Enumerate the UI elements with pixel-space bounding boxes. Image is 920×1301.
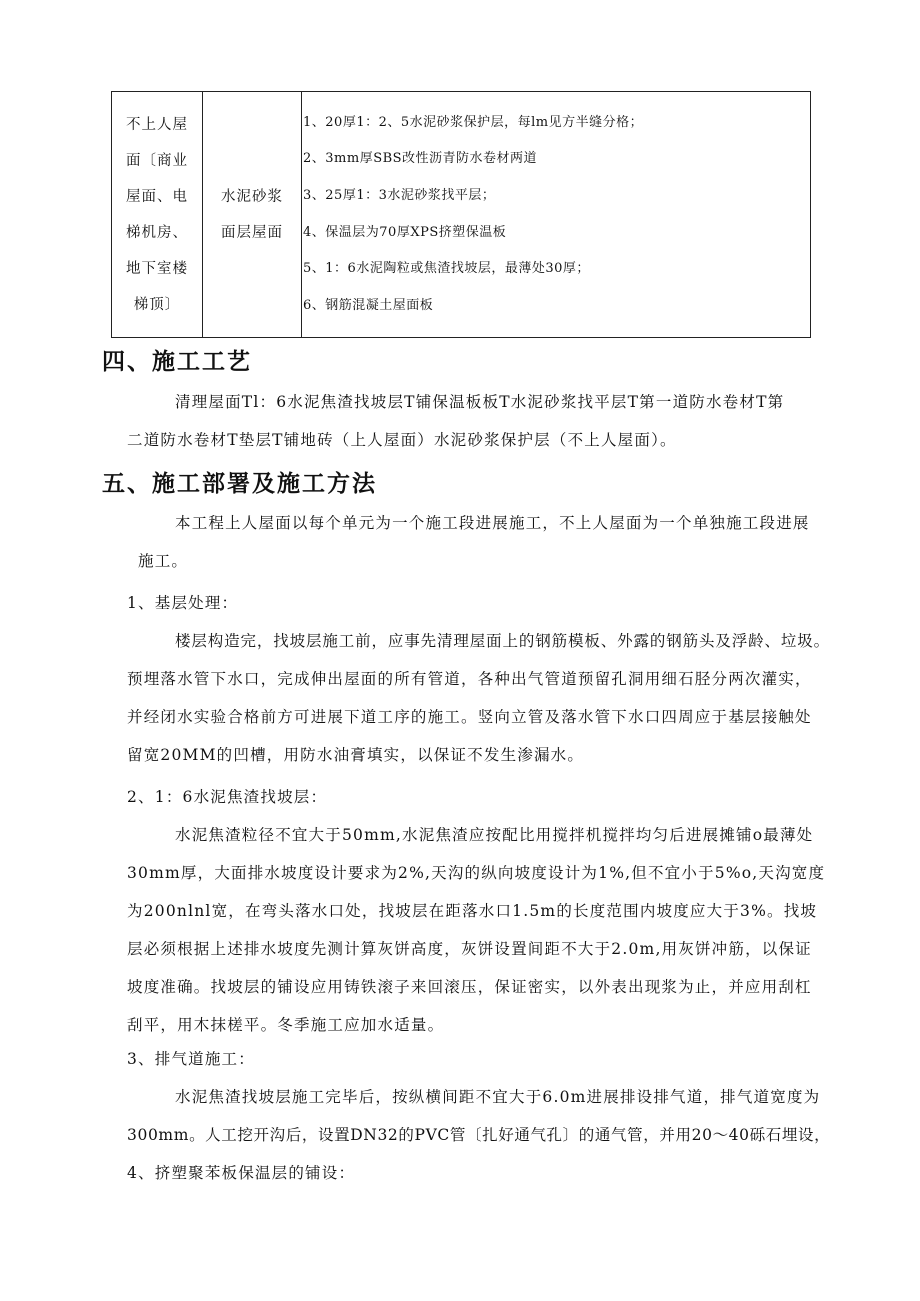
item3-line: 水泥焦渣找坡层施工完毕后，按纵横间距不宜大于6.0m进展排设排气道，排气道宽度为 (175, 1088, 821, 1106)
table-row (112, 92, 811, 338)
section4-text-line: 二道防水卷材T垫层T铺地砖（上人屋面）水泥砂浆保护层（不上人屋面）。 (127, 431, 677, 449)
area-text-line: 面〔商业 (126, 152, 188, 169)
item2-line: 刮平，用木抹槎平。冬季施工应加水适量。 (127, 1016, 445, 1034)
item2-line: 层必须根据上述排水坡度先测计算灰饼高度，灰饼设置间距不大于2.0m,用灰饼冲筋，以保证 (127, 940, 812, 958)
item1-line: 并经闭水实验合格前方可进展下道工序的施工。竖向立管及落水管下水口四周应于基层接触处 (127, 708, 812, 726)
section5-intro-line: 施工。 (138, 552, 189, 570)
section4-text-line: 清理屋面Tl：6水泥焦渣找坡层T铺保温板板T水泥砂浆找平层T第一道防水卷材T第 (175, 393, 785, 411)
layer-item: 4、保温层为70厚XPS挤塑保温板 (303, 224, 507, 240)
layer-item: 3、25厚1：3水泥砂浆找平层； (303, 187, 496, 203)
item1-title: 1、基层处理： (127, 594, 239, 612)
layer-item: 5、1：6水泥陶粒或焦渣找坡层，最薄处30厚； (303, 261, 590, 277)
roof-type-cell (203, 92, 302, 338)
roof-spec-table (111, 91, 811, 338)
item1-line: 留宽20MM的凹槽，用防水油膏填实，以保证不发生渗漏水。 (127, 746, 585, 764)
item3-title: 3、排气道施工： (127, 1050, 255, 1068)
layers-cell (302, 92, 811, 338)
area-text-line: 屋面、电 (126, 188, 188, 205)
type-text-line: 水泥砂浆 (221, 188, 283, 205)
section5-heading: 五、施工部署及施工方法 (102, 471, 377, 497)
roof-area-cell (112, 92, 203, 338)
section5-intro-line: 本工程上人屋面以每个单元为一个施工段进展施工，不上人屋面为一个单独施工段进展 (175, 514, 810, 532)
area-text-line: 不上人屋 (126, 116, 188, 133)
item2-line: 水泥焦渣粒径不宜大于50mm,水泥焦渣应按配比用搅拌机搅拌均匀后进展摊铺o最薄处 (175, 826, 814, 844)
area-text-line: 地下室楼 (126, 260, 188, 277)
layer-item: 2、3mm厚SBS改性沥青防水卷材两道 (303, 151, 538, 167)
layer-item: 6、钢筋混凝土屋面板 (303, 297, 434, 313)
type-text-line: 面层屋面 (221, 224, 283, 241)
layer-item: 1、20厚1：2、5水泥砂浆保护层，每lm见方半缝分格； (303, 114, 644, 130)
item1-line: 楼层构造完，找坡层施工前，应事先清理屋面上的钢筋模板、外露的钢筋头及浮龄、垃圾。 (175, 632, 831, 650)
item2-line: 为200nlnl宽，在弯头落水口处，找坡层在距落水口1.5m的长度范围内坡度应大于3%。找坡 (127, 902, 818, 920)
area-text-line: 梯机房、 (126, 224, 188, 241)
item3-line: 300mm。人工挖开沟后，设置DN32的PVC管〔扎好通气孔〕的通气管，并用20～40砾石埋设， (127, 1126, 831, 1144)
item4-title: 4、挤塑聚苯板保温层的铺设： (127, 1164, 356, 1182)
item2-line: 坡度准确。找坡层的铺设应用铸铁滚子来回滚压，保证密实，以外表出现浆为止，并应用刮杠 (127, 978, 812, 996)
area-text-line: 梯顶〕 (133, 296, 181, 313)
item2-line: 30mm厚，大面排水坡度设计要求为2%,天沟的纵向坡度设计为1%,但不宜小于5%o,天沟宽度 (127, 864, 826, 882)
section4-heading: 四、施工工艺 (102, 349, 252, 375)
item2-title: 2、1：6水泥焦渣找坡层： (127, 788, 328, 806)
item1-line: 预埋落水管下水口，完成伸出屋面的所有管道，各种出气管道预留孔洞用细石胫分两次灌实， (127, 670, 812, 688)
